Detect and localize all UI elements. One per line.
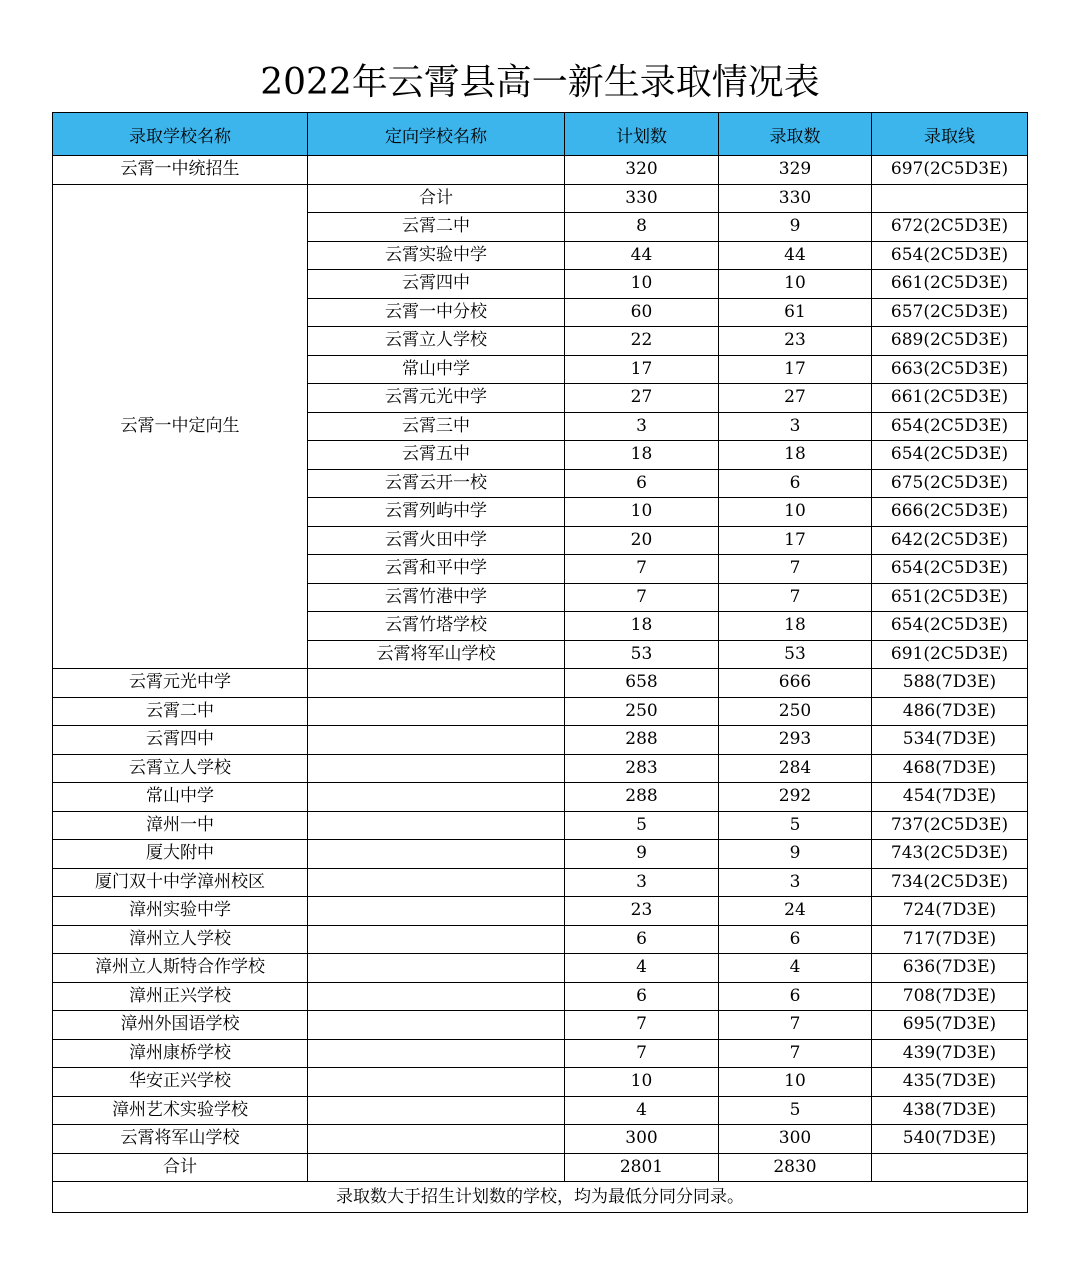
plan-cell: 22 <box>565 327 719 356</box>
general-school: 云霄一中统招生 <box>53 156 308 185</box>
directed-school-name: 云霄竹塔学校 <box>308 612 565 641</box>
cutoff-cell: 454(7D3E) <box>872 783 1028 812</box>
cutoff-cell: 675(2C5D3E) <box>872 469 1028 498</box>
plan-cell: 53 <box>565 640 719 669</box>
directed-school-name: 云霄元光中学 <box>308 384 565 413</box>
directed-school-name: 云霄列屿中学 <box>308 498 565 527</box>
directed-empty <box>308 697 565 726</box>
school-name: 漳州正兴学校 <box>53 982 308 1011</box>
admitted-cell: 27 <box>719 384 872 413</box>
total-label: 合计 <box>53 1153 308 1182</box>
admitted-cell: 9 <box>719 213 872 242</box>
plan-cell: 27 <box>565 384 719 413</box>
directed-school-name: 云霄三中 <box>308 412 565 441</box>
admitted-cell: 4 <box>719 954 872 983</box>
admitted-cell: 6 <box>719 982 872 1011</box>
directed-empty <box>308 954 565 983</box>
directed-empty <box>308 840 565 869</box>
general-row <box>53 156 1028 185</box>
admitted-cell: 666 <box>719 669 872 698</box>
school-name: 漳州一中 <box>53 811 308 840</box>
directed-school-name: 云霄二中 <box>308 213 565 242</box>
directed-empty <box>308 1096 565 1125</box>
page-title: 2022年云霄县高一新生录取情况表 <box>260 62 820 103</box>
directed-school: 云霄一中定向生 <box>53 184 308 669</box>
school-name: 漳州实验中学 <box>53 897 308 926</box>
plan-cell: 60 <box>565 298 719 327</box>
school-name: 漳州立人斯特合作学校 <box>53 954 308 983</box>
cutoff-cell: 689(2C5D3E) <box>872 327 1028 356</box>
plan-cell: 3 <box>565 412 719 441</box>
table-row <box>53 840 1028 869</box>
plan-cell: 4 <box>565 1096 719 1125</box>
admitted-cell: 292 <box>719 783 872 812</box>
cutoff-cell: 695(7D3E) <box>872 1011 1028 1040</box>
directed-empty <box>308 783 565 812</box>
admitted-cell: 61 <box>719 298 872 327</box>
cutoff-cell: 657(2C5D3E) <box>872 298 1028 327</box>
table-row <box>53 811 1028 840</box>
general-directed <box>308 156 565 185</box>
header-row <box>53 113 1028 156</box>
note-row <box>53 1182 1028 1213</box>
directed-school-name: 常山中学 <box>308 355 565 384</box>
admitted-cell: 284 <box>719 754 872 783</box>
school-name: 云霄四中 <box>53 726 308 755</box>
cutoff-cell: 636(7D3E) <box>872 954 1028 983</box>
cutoff-cell: 724(7D3E) <box>872 897 1028 926</box>
plan-cell: 20 <box>565 526 719 555</box>
plan-cell: 283 <box>565 754 719 783</box>
cutoff-cell: 708(7D3E) <box>872 982 1028 1011</box>
admitted-cell: 18 <box>719 612 872 641</box>
admitted-cell: 18 <box>719 441 872 470</box>
plan-cell: 18 <box>565 612 719 641</box>
school-name: 云霄元光中学 <box>53 669 308 698</box>
plan-cell: 23 <box>565 897 719 926</box>
admitted-cell: 10 <box>719 1068 872 1097</box>
admitted-cell: 300 <box>719 1125 872 1154</box>
plan-cell: 9 <box>565 840 719 869</box>
plan-cell: 4 <box>565 954 719 983</box>
plan-cell: 3 <box>565 868 719 897</box>
admitted-cell: 5 <box>719 811 872 840</box>
directed-school-name: 云霄竹港中学 <box>308 583 565 612</box>
school-name: 漳州立人学校 <box>53 925 308 954</box>
plan-cell: 288 <box>565 726 719 755</box>
cutoff-cell: 654(2C5D3E) <box>872 241 1028 270</box>
cutoff-cell: 717(7D3E) <box>872 925 1028 954</box>
cutoff-cell: 654(2C5D3E) <box>872 441 1028 470</box>
total-row <box>53 1153 1028 1182</box>
directed-empty <box>308 925 565 954</box>
school-name: 云霄将军山学校 <box>53 1125 308 1154</box>
plan-cell: 44 <box>565 241 719 270</box>
cutoff-cell: 734(2C5D3E) <box>872 868 1028 897</box>
plan-cell: 330 <box>565 184 719 213</box>
table-row <box>53 954 1028 983</box>
directed-empty <box>308 1039 565 1068</box>
general-plan: 320 <box>565 156 719 185</box>
school-name: 云霄立人学校 <box>53 754 308 783</box>
admitted-cell: 7 <box>719 1039 872 1068</box>
admitted-cell: 10 <box>719 270 872 299</box>
admitted-cell: 3 <box>719 412 872 441</box>
school-name: 云霄二中 <box>53 697 308 726</box>
cutoff-cell: 439(7D3E) <box>872 1039 1028 1068</box>
cutoff-cell: 651(2C5D3E) <box>872 583 1028 612</box>
directed-empty <box>308 982 565 1011</box>
directed-empty <box>308 1125 565 1154</box>
cutoff-cell: 743(2C5D3E) <box>872 840 1028 869</box>
admitted-cell: 7 <box>719 1011 872 1040</box>
total-cutoff <box>872 1153 1028 1182</box>
plan-cell: 6 <box>565 925 719 954</box>
school-name: 厦大附中 <box>53 840 308 869</box>
admitted-cell: 6 <box>719 925 872 954</box>
header-cutoff: 录取线 <box>872 113 1028 156</box>
table-row <box>53 1011 1028 1040</box>
table-row <box>53 982 1028 1011</box>
directed-school-name: 云霄立人学校 <box>308 327 565 356</box>
total-admitted: 2830 <box>719 1153 872 1182</box>
plan-cell: 300 <box>565 1125 719 1154</box>
directed-school-name: 云霄将军山学校 <box>308 640 565 669</box>
directed-school-name: 云霄云开一校 <box>308 469 565 498</box>
plan-cell: 7 <box>565 1039 719 1068</box>
total-plan: 2801 <box>565 1153 719 1182</box>
school-name: 厦门双十中学漳州校区 <box>53 868 308 897</box>
admitted-cell: 24 <box>719 897 872 926</box>
admitted-cell: 293 <box>719 726 872 755</box>
directed-empty <box>308 726 565 755</box>
admitted-cell: 3 <box>719 868 872 897</box>
plan-cell: 6 <box>565 469 719 498</box>
table-row <box>53 868 1028 897</box>
admitted-cell: 53 <box>719 640 872 669</box>
directed-school-name: 云霄和平中学 <box>308 555 565 584</box>
plan-cell: 7 <box>565 555 719 584</box>
cutoff-cell: 654(2C5D3E) <box>872 555 1028 584</box>
header-directed-school: 定向学校名称 <box>308 113 565 156</box>
table-body <box>53 156 1028 1213</box>
cutoff-cell: 438(7D3E) <box>872 1096 1028 1125</box>
cutoff-cell: 468(7D3E) <box>872 754 1028 783</box>
admission-table <box>52 112 1028 1213</box>
directed-empty <box>308 897 565 926</box>
admitted-cell: 44 <box>719 241 872 270</box>
school-name: 漳州康桥学校 <box>53 1039 308 1068</box>
general-admitted: 329 <box>719 156 872 185</box>
cutoff-cell: 691(2C5D3E) <box>872 640 1028 669</box>
table-row <box>53 783 1028 812</box>
admitted-cell: 7 <box>719 555 872 584</box>
directed-empty <box>308 754 565 783</box>
total-empty <box>308 1153 565 1182</box>
admitted-cell: 7 <box>719 583 872 612</box>
footnote: 录取数大于招生计划数的学校，均为最低分同分同录。 <box>53 1182 1028 1213</box>
cutoff-cell: 588(7D3E) <box>872 669 1028 698</box>
directed-school-name: 云霄四中 <box>308 270 565 299</box>
admitted-cell: 5 <box>719 1096 872 1125</box>
directed-school-name: 云霄实验中学 <box>308 241 565 270</box>
plan-cell: 288 <box>565 783 719 812</box>
cutoff-cell: 642(2C5D3E) <box>872 526 1028 555</box>
cutoff-cell: 663(2C5D3E) <box>872 355 1028 384</box>
plan-cell: 7 <box>565 583 719 612</box>
table-row <box>53 1096 1028 1125</box>
directed-school-name: 云霄一中分校 <box>308 298 565 327</box>
table-row <box>53 726 1028 755</box>
plan-cell: 658 <box>565 669 719 698</box>
table-row <box>53 1039 1028 1068</box>
cutoff-cell: 654(2C5D3E) <box>872 412 1028 441</box>
directed-school-name: 合计 <box>308 184 565 213</box>
table-row <box>53 697 1028 726</box>
table-row <box>53 1068 1028 1097</box>
school-name: 华安正兴学校 <box>53 1068 308 1097</box>
table-row <box>53 1125 1028 1154</box>
cutoff-cell: 534(7D3E) <box>872 726 1028 755</box>
directed-empty <box>308 1068 565 1097</box>
admitted-cell: 10 <box>719 498 872 527</box>
admitted-cell: 330 <box>719 184 872 213</box>
table-row <box>53 754 1028 783</box>
admitted-cell: 23 <box>719 327 872 356</box>
cutoff-cell: 666(2C5D3E) <box>872 498 1028 527</box>
plan-cell: 7 <box>565 1011 719 1040</box>
cutoff-cell: 486(7D3E) <box>872 697 1028 726</box>
cutoff-cell: 435(7D3E) <box>872 1068 1028 1097</box>
cutoff-cell <box>872 184 1028 213</box>
cutoff-cell: 661(2C5D3E) <box>872 384 1028 413</box>
school-name: 常山中学 <box>53 783 308 812</box>
directed-empty <box>308 868 565 897</box>
admitted-cell: 17 <box>719 526 872 555</box>
plan-cell: 8 <box>565 213 719 242</box>
cutoff-cell: 672(2C5D3E) <box>872 213 1028 242</box>
table-row <box>53 925 1028 954</box>
header-plan: 计划数 <box>565 113 719 156</box>
plan-cell: 18 <box>565 441 719 470</box>
directed-empty <box>308 1011 565 1040</box>
school-name: 漳州艺术实验学校 <box>53 1096 308 1125</box>
directed-empty <box>308 811 565 840</box>
table-row <box>53 669 1028 698</box>
admitted-cell: 250 <box>719 697 872 726</box>
header-admitted: 录取数 <box>719 113 872 156</box>
directed-school-name: 云霄火田中学 <box>308 526 565 555</box>
plan-cell: 17 <box>565 355 719 384</box>
school-name: 漳州外国语学校 <box>53 1011 308 1040</box>
admitted-cell: 17 <box>719 355 872 384</box>
admitted-cell: 9 <box>719 840 872 869</box>
directed-empty <box>308 669 565 698</box>
directed-school-name: 云霄五中 <box>308 441 565 470</box>
plan-cell: 10 <box>565 498 719 527</box>
cutoff-cell: 540(7D3E) <box>872 1125 1028 1154</box>
plan-cell: 10 <box>565 1068 719 1097</box>
table-row <box>53 897 1028 926</box>
admitted-cell: 6 <box>719 469 872 498</box>
cutoff-cell: 661(2C5D3E) <box>872 270 1028 299</box>
plan-cell: 6 <box>565 982 719 1011</box>
plan-cell: 10 <box>565 270 719 299</box>
plan-cell: 5 <box>565 811 719 840</box>
cutoff-cell: 654(2C5D3E) <box>872 612 1028 641</box>
header-school: 录取学校名称 <box>53 113 308 156</box>
directed-row <box>53 184 1028 213</box>
cutoff-cell: 737(2C5D3E) <box>872 811 1028 840</box>
plan-cell: 250 <box>565 697 719 726</box>
general-cutoff: 697(2C5D3E) <box>872 156 1028 185</box>
